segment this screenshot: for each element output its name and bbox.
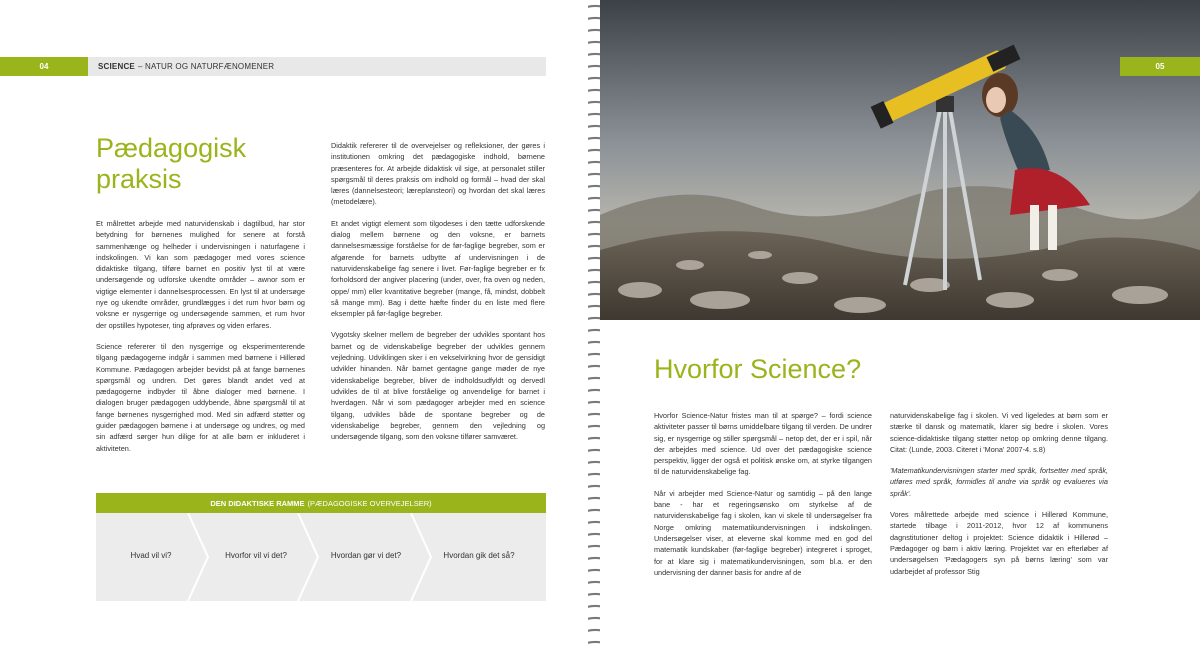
paragraph: Didaktik refererer til de overvejelser og refleksioner, der gøres i institutionen omkring det pædagogiske indhold, børnene præsenteres for. At arbejde didaktisk vil sige, at personalet stiller spørgsmål til deres praksis om indhold og formål – hvad der skal læres (dannelsesteori; læreplansteori) og hvordan det skal læres (metodelære). [331,141,545,207]
didactic-frame [96,493,546,601]
section-rest: – NATUR OG NATURFÆNOMENER [137,62,275,71]
page-title: Pædagogisk praksis [96,133,247,194]
right-page [600,0,1200,655]
paragraph: Når vi arbejder med Science-Natur og samtidig – på den lange bane - har et regeringsønsko om styrkelse af de naturvidenskabelige fag i skolen, kan vi skele til undersøgelser fra Norge omkring matematikundervisningen i indskolingen. Undersøgelser viser, at eleverne skal komme med en god del matematik kundskaber (før-faglige begreber) integreret i sproget, for at klare sig i matematikundervisningen, som bl.a. er den undervisning der danner basis for andre af de [654,488,872,577]
frame-step: Hvordan gør vi det? [330,551,402,560]
paragraph: Vores målrettede arbejde med science i Hillerød Kommune, startede tilbage i 2011-2012, hvor 12 af kommunens dagnstitutioner deltog i projektet: Science didaktik i Hillerød – Pædagoger og børn i aktiv læring. Projektet var en efterløber af undersøgelsen 'Pædagogers syn på børns læring' som var udarbejdet af professor Stig [890,510,1108,576]
paragraph: Et målrettet arbejde med naturvidenskab i dagtilbud, har stor betydning for børnenes mulighed for senere at forstå sammenhænge og helheder i undervisningen i naturfagene i indskolingen. Vi kan som pædagoger med vores science didaktiske tilgang, tilføre barnet en positiv lyst til at være undersøgende og udforske ukendte områder – awnor som er vigtige elementer i dannelsesprocessen. En lyst til at undersøge nye og ukendte områder, grundlægges i det rum hvor børn og voksne er nysgerrige og undersøgende sammen, et rum hvor der opstilles hypoteser, ting afprøves og viden erfares. [96,219,305,330]
paragraph: Vygotsky skelner mellem de begreber der udvikles spontant hos barnet og de videnskabelige begreber der udvikles gennem vejledning. Udviklingen sker i en vekselvirkning hvor de gensidigt udvikler hinanden. Når barnet gentagne gange møder de nye videnskabelige begreber, bliver de indholdsudfyldt og dervedl udvikles de til at blive forståelige og anvendelige for barnet i hverdagen. Når vi som pædagoger arbejder med en science tilgang, udvikles både de spontane begreber og de videnskabelige begreber, gennem den vejledning og undersøgende tilgang, som den voksne tilfører samværet. [331,330,545,442]
frame-step: Hvordan gik det så? [443,551,515,560]
telescope-photo [600,0,1200,320]
page-title: Hvorfor Science? [654,354,862,384]
section-label [98,57,274,76]
section-bold: SCIENCE [98,62,135,71]
frame-header-bold: DEN DIDAKTISKE RAMME [210,498,305,508]
page-number: 05 [1120,57,1200,76]
paragraph: Hvorfor Science-Natur fristes man til at spørge? – fordi science aktiviteter passer til børns umiddelbare tilgang til verden. De undrer sig, er nysgerrige og stiller spørgsmål – netop det, der er i spil, når der arbejdes med science. Ud over det pædagogiske science perspektiv, ligger der også et politisk ønske om, at styrke tilgangen til de naturvidenskabelige fag. [654,411,872,477]
frame-step: Hvad vil vi? [130,551,172,560]
frame-step: Hvorfor vil vi det? [225,551,287,560]
text-column-4 [890,410,1108,587]
paragraph: naturvidenskabelige fag i skolen. Vi ved ligeledes at børn som er stærke til dansk og matematik, klarer sig bedre i skolen. Vores science-didaktiske tilgang støtter netop op omkring denne tilgang. Citat: (Lunde, 2003. Citeret i 'Mona' 2007-4. s.8) [890,411,1108,454]
paragraph: Et andet vigtigt element som tilgodeses i den tætte udforskende dialog mellem børnene og den voksne, er barnets dannelsesmæssige forståelse for de før-faglige begreber, som er afgørende for barnets udbytte af undervisningen i de naturvidenskabelige fag senere i livet. Før-faglige begreber er fx forholdsord der angiver placering (under, over, fra oven og neden, oppe/ mm) eller kvantitative begreber (mange, få, mindst, dobbelt så mange mm). Bag i dette hæfte finder du en liste med flere eksempler på før-faglige begreber. [331,218,545,319]
quote: 'Matematikundervisningen starter med språk, fortsetter med språk, utføres med språk, formidles til andre via språk og evalueres via språk'. [890,466,1108,498]
text-column-1 [96,218,305,464]
text-column-2 [331,140,545,452]
paragraph: Science refererer til den nysgerrige og eksperimenterende tilgang pædagogerne indgår i sammen med børnene i Hillerød Kommune. Pædagogen arbejder bevidst på at fange børnenes spørgsmål og undren. Det gøres blandt andet ved at pædagogerne indbyder til åbne dialoger med børnene. I dialogen bruger pædagogen uddybende, åbne spørgsmål til at fange børnenes nysgerrighed mod. Med sin adfærd støtter og guider pædagogen børnene i at undersøge og undres, og med sin adfærd sørger hun dilige for at alle børn er inkluderet i aktiviteten. [96,341,305,453]
frame-header [96,493,546,513]
text-column-3 [654,410,872,588]
page-number: 04 [0,57,88,76]
left-page [0,0,588,655]
frame-header-rest: (PÆDAGOGISKE OVERVEJELSER) [307,498,432,508]
